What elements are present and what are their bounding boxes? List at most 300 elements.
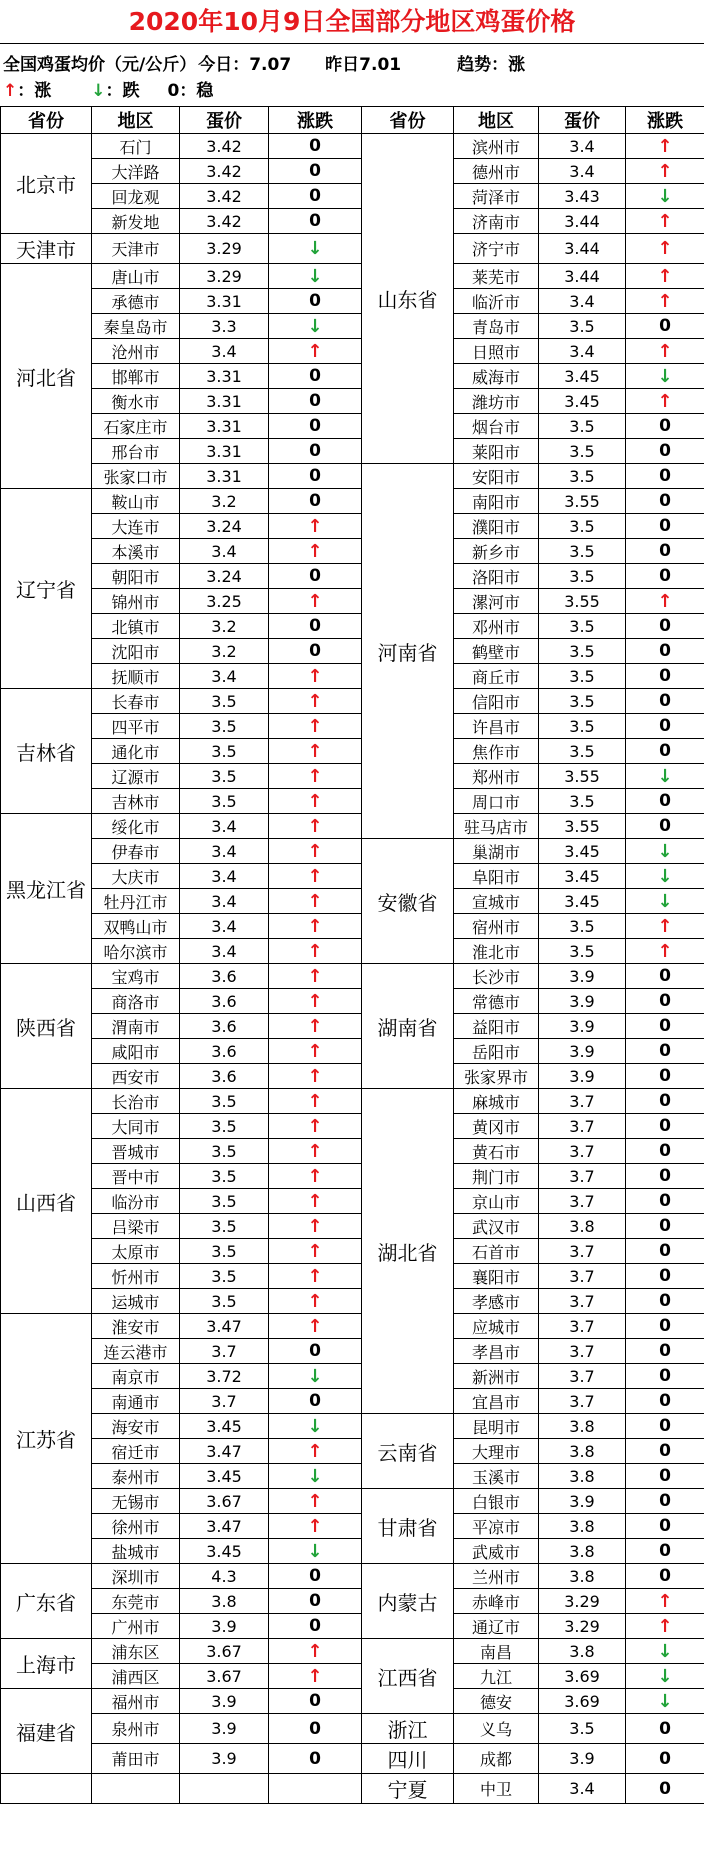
table-row: [1, 1689, 704, 1714]
region-cell: 伊春市: [92, 839, 180, 864]
price-cell: 3.5: [180, 1239, 269, 1264]
province-cell: 黑龙江省: [1, 814, 92, 964]
header-price-left: 蛋价: [180, 107, 269, 134]
stable-indicator: 0: [626, 514, 704, 539]
table-row: [1, 514, 704, 539]
table-row: [1, 889, 704, 914]
table-row: [1, 1539, 704, 1564]
stable-indicator: 0: [269, 289, 362, 314]
price-cell: 3.2: [180, 489, 269, 514]
stable-indicator: 0: [626, 1389, 704, 1414]
region-cell: 福州市: [92, 1689, 180, 1714]
stable-indicator: 0: [626, 964, 704, 989]
table-row: [1, 539, 704, 564]
down-arrow-icon: ↓: [626, 764, 704, 789]
province-cell: 山东省: [362, 134, 454, 464]
table-row: [1, 264, 704, 289]
region-cell: 通化市: [92, 739, 180, 764]
legend-stable-text: 0：稳: [167, 81, 214, 101]
region-cell: 抚顺市: [92, 664, 180, 689]
region-cell: 青岛市: [454, 314, 539, 339]
price-cell: 3.31: [180, 439, 269, 464]
stable-indicator: 0: [269, 1339, 362, 1364]
region-cell: 吉林市: [92, 789, 180, 814]
price-cell: 3.67: [180, 1489, 269, 1514]
table-row: [1, 764, 704, 789]
table-row: [1, 1139, 704, 1164]
province-cell: [1, 1774, 92, 1804]
price-cell: 3.42: [180, 159, 269, 184]
table-row: [1, 234, 704, 264]
region-cell: 平凉市: [454, 1514, 539, 1539]
header-region-right: 地区: [454, 107, 539, 134]
table-row: [1, 1664, 704, 1689]
price-cell: 3.7: [539, 1289, 626, 1314]
stable-indicator: 0: [626, 639, 704, 664]
province-cell: 天津市: [1, 234, 92, 264]
table-row: [1, 489, 704, 514]
region-cell: 漯河市: [454, 589, 539, 614]
table-row: [1, 1364, 704, 1389]
province-cell: 江西省: [362, 1639, 454, 1714]
price-cell: 3.7: [539, 1314, 626, 1339]
stable-indicator: 0: [269, 464, 362, 489]
region-cell: 莆田市: [92, 1744, 180, 1774]
price-cell: 3.8: [539, 1564, 626, 1589]
up-arrow-icon: ↑: [269, 789, 362, 814]
up-arrow-icon: ↑: [269, 1064, 362, 1089]
region-cell: 阜阳市: [454, 864, 539, 889]
province-cell: 福建省: [1, 1689, 92, 1774]
region-cell: 淮北市: [454, 939, 539, 964]
table-row: [1, 1039, 704, 1064]
price-cell: 3.5: [180, 1189, 269, 1214]
region-cell: 郑州市: [454, 764, 539, 789]
trend-cell: [269, 1774, 362, 1804]
price-cell: 3.45: [180, 1539, 269, 1564]
table-row: [1, 1014, 704, 1039]
table-row: [1, 1164, 704, 1189]
region-cell: 商洛市: [92, 989, 180, 1014]
price-cell: 3.25: [180, 589, 269, 614]
up-arrow-icon: ↑: [626, 589, 704, 614]
region-cell: 威海市: [454, 364, 539, 389]
region-cell: [92, 1774, 180, 1804]
table-row: [1, 364, 704, 389]
price-cell: 3.4: [539, 289, 626, 314]
region-cell: 浦西区: [92, 1664, 180, 1689]
region-cell: 回龙观: [92, 184, 180, 209]
province-cell: 吉林省: [1, 689, 92, 814]
region-cell: 长治市: [92, 1089, 180, 1114]
down-arrow-icon: ↓: [269, 1364, 362, 1389]
province-cell: 河南省: [362, 464, 454, 839]
region-cell: 义乌: [454, 1714, 539, 1744]
region-cell: 昆明市: [454, 1414, 539, 1439]
price-cell: 3.5: [180, 1264, 269, 1289]
down-arrow-icon: ↓: [269, 314, 362, 339]
up-arrow-icon: ↑: [269, 1039, 362, 1064]
up-arrow-icon: ↑: [626, 289, 704, 314]
region-cell: 邢台市: [92, 439, 180, 464]
down-arrow-icon: ↓: [626, 864, 704, 889]
region-cell: 浦东区: [92, 1639, 180, 1664]
up-arrow-icon: ↑: [269, 864, 362, 889]
price-cell: 3.6: [180, 989, 269, 1014]
region-cell: 宝鸡市: [92, 964, 180, 989]
table-row: [1, 209, 704, 234]
price-cell: 3.5: [539, 739, 626, 764]
price-cell: 3.4: [539, 1774, 626, 1804]
price-table-wrapper: [0, 106, 704, 1804]
province-cell: 广东省: [1, 1564, 92, 1639]
price-cell: 3.44: [539, 264, 626, 289]
down-arrow-icon: ↓: [91, 81, 106, 101]
price-cell: 3.9: [539, 1489, 626, 1514]
header-province-right: 省份: [362, 107, 454, 134]
up-arrow-icon: ↑: [626, 389, 704, 414]
stable-indicator: 0: [626, 1364, 704, 1389]
price-cell: 3.45: [539, 364, 626, 389]
region-cell: 岳阳市: [454, 1039, 539, 1064]
price-cell: 3.7: [539, 1389, 626, 1414]
price-cell: 3.8: [539, 1539, 626, 1564]
region-cell: 承德市: [92, 289, 180, 314]
table-row: [1, 1774, 704, 1804]
region-cell: 大洋路: [92, 159, 180, 184]
price-cell: 3.45: [539, 839, 626, 864]
price-cell: 3.29: [180, 234, 269, 264]
table-row: [1, 134, 704, 159]
down-arrow-icon: ↓: [626, 184, 704, 209]
up-arrow-icon: ↑: [269, 1664, 362, 1689]
region-cell: 运城市: [92, 1289, 180, 1314]
region-cell: 西安市: [92, 1064, 180, 1089]
price-cell: 3.5: [539, 314, 626, 339]
table-row: [1, 1114, 704, 1139]
region-cell: 南昌: [454, 1639, 539, 1664]
up-arrow-icon: ↑: [269, 1639, 362, 1664]
stable-indicator: 0: [626, 1564, 704, 1589]
stable-indicator: 0: [626, 689, 704, 714]
table-row: [1, 839, 704, 864]
stable-indicator: 0: [626, 1189, 704, 1214]
region-cell: 安阳市: [454, 464, 539, 489]
down-arrow-icon: ↓: [269, 1539, 362, 1564]
region-cell: 莱阳市: [454, 439, 539, 464]
up-arrow-icon: ↑: [269, 1239, 362, 1264]
up-arrow-icon: ↑: [626, 1614, 704, 1639]
stable-indicator: 0: [626, 1314, 704, 1339]
up-arrow-icon: ↑: [626, 134, 704, 159]
stable-indicator: 0: [269, 364, 362, 389]
region-cell: 孝昌市: [454, 1339, 539, 1364]
price-cell: 3.7: [180, 1389, 269, 1414]
up-arrow-icon: ↑: [269, 1114, 362, 1139]
price-cell: 3.5: [539, 564, 626, 589]
price-cell: 3.47: [180, 1439, 269, 1464]
region-cell: 淮安市: [92, 1314, 180, 1339]
up-arrow-icon: ↑: [626, 939, 704, 964]
region-cell: 辽源市: [92, 764, 180, 789]
province-cell: 云南省: [362, 1414, 454, 1489]
table-row: [1, 914, 704, 939]
price-cell: 3.5: [180, 1089, 269, 1114]
region-cell: 南阳市: [454, 489, 539, 514]
region-cell: 哈尔滨市: [92, 939, 180, 964]
table-row: [1, 1389, 704, 1414]
region-cell: 驻马店市: [454, 814, 539, 839]
table-row: [1, 639, 704, 664]
table-row: [1, 1339, 704, 1364]
region-cell: 莱芜市: [454, 264, 539, 289]
stable-indicator: 0: [626, 814, 704, 839]
up-arrow-icon: ↑: [269, 839, 362, 864]
table-row: [1, 1564, 704, 1589]
price-cell: 3.5: [539, 1714, 626, 1744]
stable-indicator: 0: [269, 1744, 362, 1774]
region-cell: 宣城市: [454, 889, 539, 914]
price-cell: 3.8: [539, 1639, 626, 1664]
price-cell: 3.5: [180, 1164, 269, 1189]
stable-indicator: 0: [626, 1214, 704, 1239]
region-cell: 邓州市: [454, 614, 539, 639]
province-cell: 陕西省: [1, 964, 92, 1089]
stable-indicator: 0: [269, 1689, 362, 1714]
price-cell: 3.3: [180, 314, 269, 339]
page-title: 2020年10月9日全国部分地区鸡蛋价格: [0, 0, 704, 44]
stable-indicator: 0: [269, 159, 362, 184]
province-cell: 湖南省: [362, 964, 454, 1089]
price-cell: 3.6: [180, 1014, 269, 1039]
price-cell: 3.7: [539, 1089, 626, 1114]
table-row: [1, 1639, 704, 1664]
price-cell: 3.4: [539, 339, 626, 364]
price-cell: 3.5: [180, 764, 269, 789]
price-cell: 3.69: [539, 1664, 626, 1689]
region-cell: 烟台市: [454, 414, 539, 439]
down-arrow-icon: ↓: [626, 889, 704, 914]
region-cell: 衡水市: [92, 389, 180, 414]
up-arrow-icon: ↑: [269, 1164, 362, 1189]
price-cell: 3.9: [180, 1714, 269, 1744]
region-cell: 宿州市: [454, 914, 539, 939]
price-cell: 3.44: [539, 234, 626, 264]
table-row: [1, 1714, 704, 1744]
region-cell: 本溪市: [92, 539, 180, 564]
region-cell: 天津市: [92, 234, 180, 264]
price-cell: 3.45: [539, 864, 626, 889]
up-arrow-icon: ↑: [3, 81, 18, 101]
province-cell: 安徽省: [362, 839, 454, 964]
stable-indicator: 0: [626, 789, 704, 814]
table-row: [1, 1189, 704, 1214]
region-cell: 应城市: [454, 1314, 539, 1339]
stable-indicator: 0: [269, 1614, 362, 1639]
region-cell: 无锡市: [92, 1489, 180, 1514]
up-arrow-icon: ↑: [626, 159, 704, 184]
price-cell: 3.9: [180, 1614, 269, 1639]
region-cell: 广州市: [92, 1614, 180, 1639]
price-cell: 3.9: [539, 1014, 626, 1039]
stable-indicator: 0: [626, 1539, 704, 1564]
up-arrow-icon: ↑: [269, 914, 362, 939]
up-arrow-icon: ↑: [626, 234, 704, 264]
table-header-row: [1, 107, 704, 134]
price-cell: 3.72: [180, 1364, 269, 1389]
stable-indicator: 0: [626, 464, 704, 489]
price-cell: 3.5: [539, 539, 626, 564]
stable-indicator: 0: [269, 1389, 362, 1414]
region-cell: 济宁市: [454, 234, 539, 264]
region-cell: 秦皇岛市: [92, 314, 180, 339]
table-row: [1, 1314, 704, 1339]
province-cell: 山西省: [1, 1089, 92, 1314]
stable-indicator: 0: [626, 714, 704, 739]
region-cell: 朝阳市: [92, 564, 180, 589]
region-cell: 咸阳市: [92, 1039, 180, 1064]
table-row: [1, 1064, 704, 1089]
price-cell: 3.42: [180, 184, 269, 209]
region-cell: 张家界市: [454, 1064, 539, 1089]
region-cell: 北镇市: [92, 614, 180, 639]
header-price-right: 蛋价: [539, 107, 626, 134]
price-cell: 3.31: [180, 364, 269, 389]
price-cell: 3.8: [539, 1464, 626, 1489]
stable-indicator: 0: [626, 1489, 704, 1514]
stable-indicator: 0: [626, 1339, 704, 1364]
region-cell: 京山市: [454, 1189, 539, 1214]
price-cell: [180, 1774, 269, 1804]
region-cell: 信阳市: [454, 689, 539, 714]
down-arrow-icon: ↓: [269, 264, 362, 289]
up-arrow-icon: ↑: [269, 1089, 362, 1114]
province-cell: 河北省: [1, 264, 92, 489]
price-cell: 3.31: [180, 389, 269, 414]
region-cell: 长沙市: [454, 964, 539, 989]
region-cell: 黄石市: [454, 1139, 539, 1164]
region-cell: 洛阳市: [454, 564, 539, 589]
province-cell: 上海市: [1, 1639, 92, 1689]
region-cell: 宿迁市: [92, 1439, 180, 1464]
up-arrow-icon: ↑: [269, 739, 362, 764]
stable-indicator: 0: [269, 414, 362, 439]
table-row: [1, 1514, 704, 1539]
region-cell: 成都: [454, 1744, 539, 1774]
region-cell: 武威市: [454, 1539, 539, 1564]
region-cell: 许昌市: [454, 714, 539, 739]
region-cell: 新乡市: [454, 539, 539, 564]
price-cell: 3.7: [539, 1114, 626, 1139]
price-cell: 3.4: [180, 914, 269, 939]
stable-indicator: 0: [626, 1439, 704, 1464]
up-arrow-icon: ↑: [269, 939, 362, 964]
region-cell: 深圳市: [92, 1564, 180, 1589]
province-cell: 湖北省: [362, 1089, 454, 1414]
up-arrow-icon: ↑: [626, 914, 704, 939]
table-row: [1, 739, 704, 764]
region-cell: 锦州市: [92, 589, 180, 614]
table-row: [1, 1414, 704, 1439]
region-cell: 襄阳市: [454, 1264, 539, 1289]
region-cell: 泰州市: [92, 1464, 180, 1489]
price-cell: 3.69: [539, 1689, 626, 1714]
region-cell: 商丘市: [454, 664, 539, 689]
province-cell: 北京市: [1, 134, 92, 234]
price-cell: 3.29: [180, 264, 269, 289]
region-cell: 焦作市: [454, 739, 539, 764]
province-cell: 甘肃省: [362, 1489, 454, 1564]
price-cell: 3.5: [539, 714, 626, 739]
table-row: [1, 1614, 704, 1639]
up-arrow-icon: ↑: [269, 964, 362, 989]
price-cell: 3.9: [539, 1064, 626, 1089]
stable-indicator: 0: [626, 739, 704, 764]
price-cell: 3.42: [180, 209, 269, 234]
region-cell: 九江: [454, 1664, 539, 1689]
stable-indicator: 0: [269, 134, 362, 159]
price-cell: 3.7: [539, 1239, 626, 1264]
price-cell: 3.8: [539, 1514, 626, 1539]
price-cell: 3.4: [180, 939, 269, 964]
price-cell: 3.42: [180, 134, 269, 159]
price-cell: 3.4: [180, 839, 269, 864]
table-row: [1, 1439, 704, 1464]
price-cell: 3.29: [539, 1589, 626, 1614]
up-arrow-icon: ↑: [269, 1289, 362, 1314]
summary-label: 全国鸡蛋均价（元/公斤）: [3, 55, 197, 75]
up-arrow-icon: ↑: [269, 664, 362, 689]
table-row: [1, 314, 704, 339]
price-cell: 3.5: [180, 739, 269, 764]
table-row: [1, 1239, 704, 1264]
up-arrow-icon: ↑: [269, 889, 362, 914]
region-cell: 赤峰市: [454, 1589, 539, 1614]
price-cell: 3.8: [539, 1214, 626, 1239]
table-row: [1, 689, 704, 714]
stable-indicator: 0: [626, 1744, 704, 1774]
table-row: [1, 664, 704, 689]
region-cell: 绥化市: [92, 814, 180, 839]
region-cell: 宜昌市: [454, 1389, 539, 1414]
region-cell: 大同市: [92, 1114, 180, 1139]
price-cell: 3.5: [539, 689, 626, 714]
region-cell: 渭南市: [92, 1014, 180, 1039]
up-arrow-icon: ↑: [269, 1014, 362, 1039]
price-table: [0, 106, 704, 1804]
province-cell: 江苏省: [1, 1314, 92, 1564]
price-cell: 3.5: [180, 1139, 269, 1164]
price-cell: 3.4: [539, 134, 626, 159]
price-cell: 3.55: [539, 589, 626, 614]
price-cell: 3.5: [539, 439, 626, 464]
price-cell: 3.31: [180, 414, 269, 439]
summary-today: 今日：7.07: [198, 55, 292, 75]
price-cell: 3.5: [539, 664, 626, 689]
price-cell: 3.4: [180, 539, 269, 564]
price-cell: 4.3: [180, 1564, 269, 1589]
stable-indicator: 0: [269, 614, 362, 639]
stable-indicator: 0: [626, 1139, 704, 1164]
region-cell: 邯郸市: [92, 364, 180, 389]
price-cell: 3.2: [180, 614, 269, 639]
region-cell: 大连市: [92, 514, 180, 539]
up-arrow-icon: ↑: [269, 714, 362, 739]
table-row: [1, 184, 704, 209]
up-arrow-icon: ↑: [269, 539, 362, 564]
stable-indicator: 0: [626, 1464, 704, 1489]
price-cell: 3.7: [539, 1164, 626, 1189]
